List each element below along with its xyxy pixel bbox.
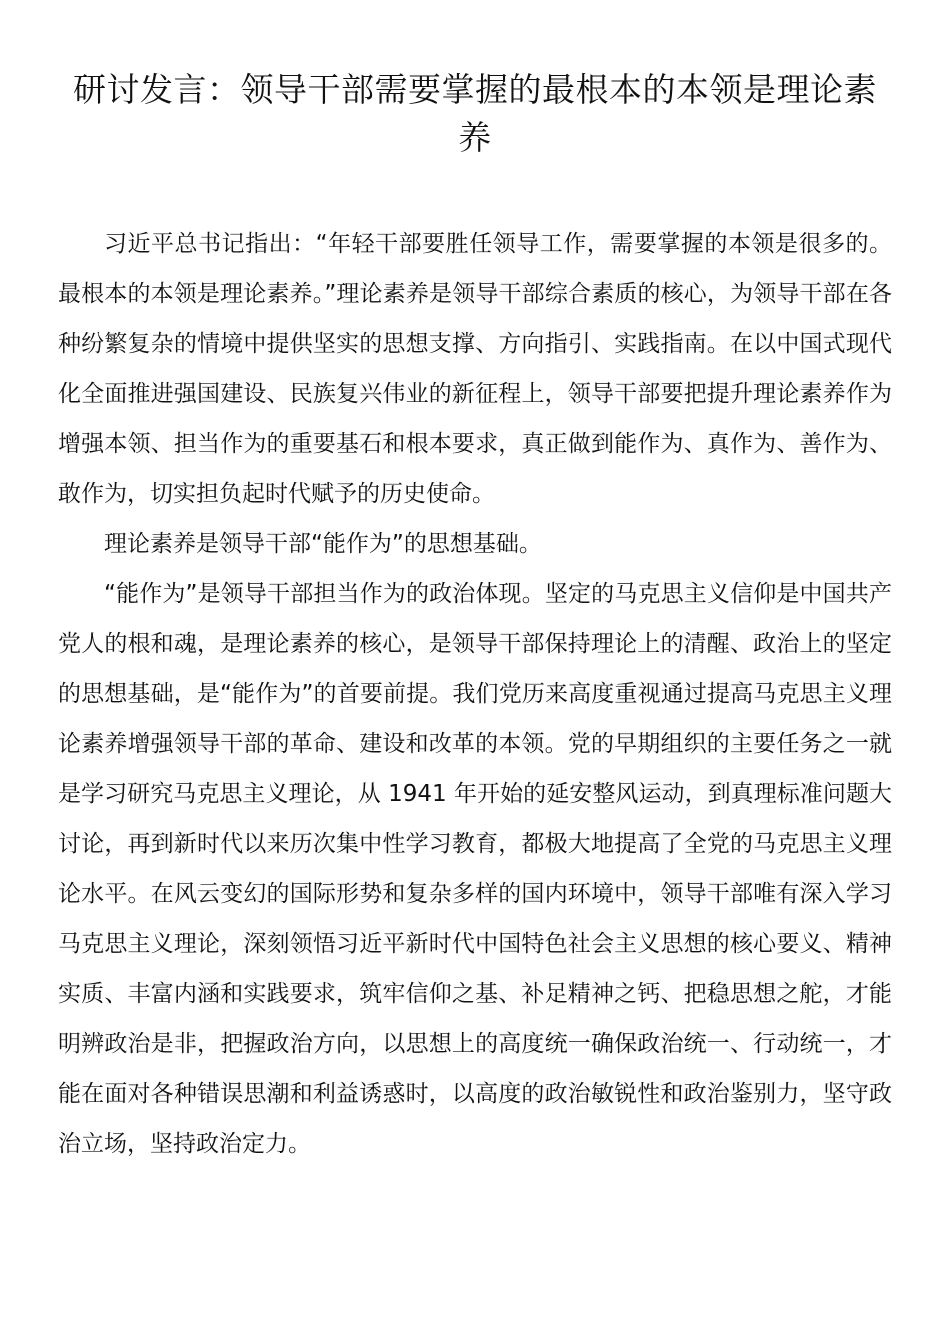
paragraph-section-body: “能作为”是领导干部担当作为的政治体现。坚定的马克思主义信仰是中国共产党人的根和魂，是理论素养的核心，是领导干部保持理论上的清醒、政治上的坚定的思想基础，是“能作为”的首要前提。我们党历来高度重视通过提高马克思主义理论素养增强领导干部的革命、建设和改革的本领。党的早期组织的主要任务之一就是学习研究马克思主义理论，从 1941 年开始的延安整风运动，到真理标准问题大讨论，再到新时代以来历次集中性学习教育，都极大地提高了全党的马克思主义理论水平。在风云变幻的国际形势和复杂多样的国内环境中，领导干部唯有深入学习马克思主义理论，深刻领悟习近平新时代中国特色社会主义思想的核心要义、精神实质、丰富内涵和实践要求，筑牢信仰之基、补足精神之钙、把稳思想之舵，才能明辨政治是非，把握政治方向，以思想上的高度统一确保政治统一、行动统一，才能在面对各种错误思潮和利益诱惑时，以高度的政治敏锐性和政治鉴别力，坚守政治立场，坚持政治定力。 — [58, 581, 892, 1157]
paragraph-section-heading: 理论素养是领导干部“能作为”的思想基础。 — [104, 531, 542, 557]
paragraph-intro: 习近平总书记指出：“年轻干部要胜任领导工作，需要掌握的本领是很多的。最根本的本领是理论素养。”理论素养是领导干部综合素质的核心，为领导干部在各种纷繁复杂的情境中提供坚实的思想支撑、方向指引、实践指南。在以中国式现代化全面推进强国建设、民族复兴伟业的新征程上，领导干部要把提升理论素养作为增强本领、担当作为的重要基石和根本要求，真正做到能作为、真作为、善作为、敢作为，切实担负起时代赋予的历史使命。 — [58, 231, 892, 507]
document-body — [58, 219, 892, 1169]
document-title: 研讨发言：领导干部需要掌握的最根本的本领是理论素养 — [73, 70, 877, 157]
